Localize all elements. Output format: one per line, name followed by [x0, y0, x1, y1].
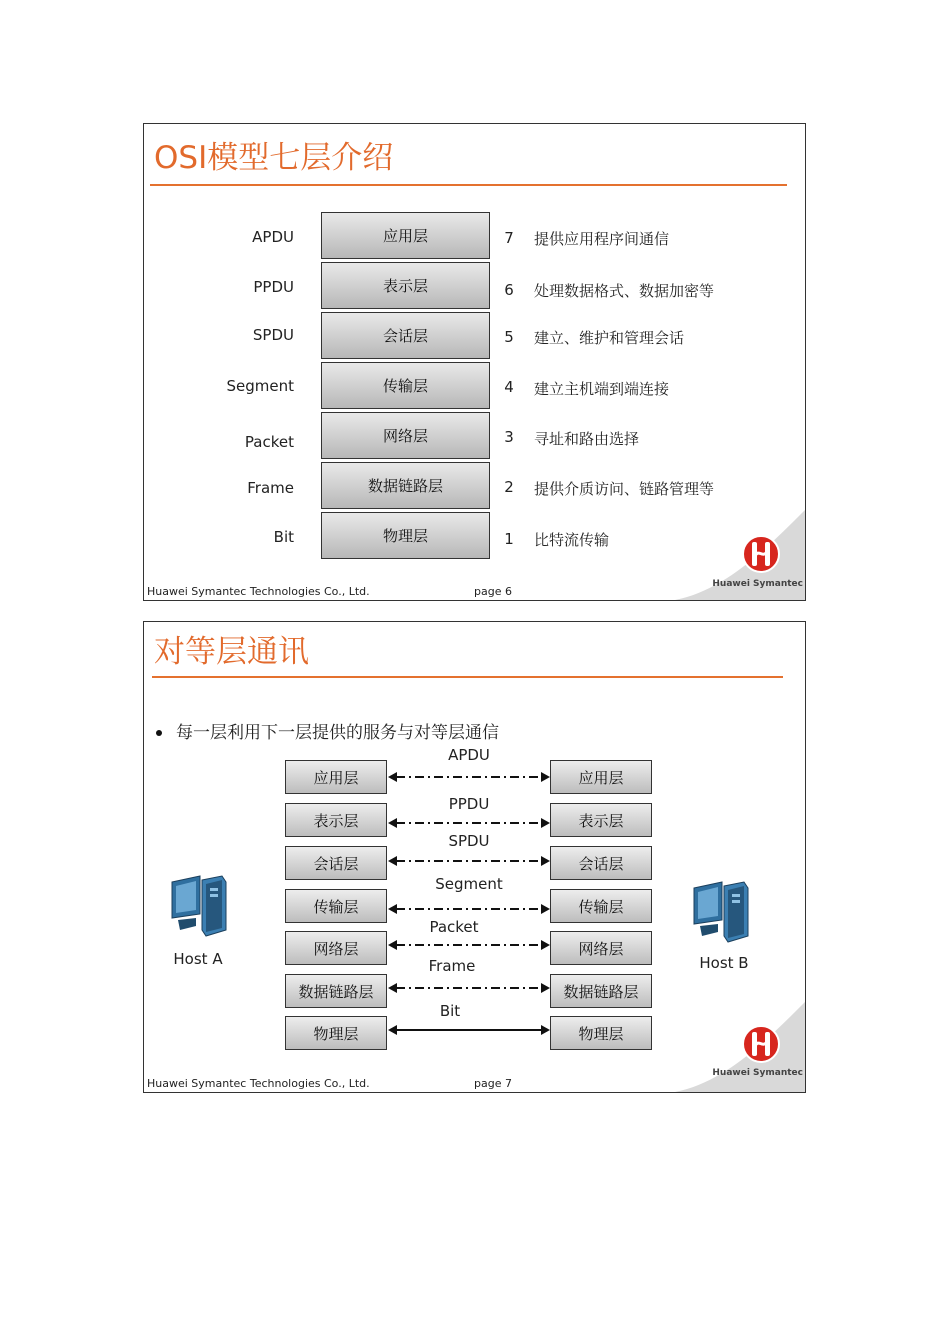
computer-icon — [688, 880, 752, 946]
logo-wordmark: Huawei Symantec — [712, 1068, 803, 1078]
pdu-label: Segment — [226, 377, 294, 395]
host-b-layer-network: 网络层 — [550, 931, 652, 965]
layer-number: 2 — [504, 478, 514, 496]
pdu-label: PPDU — [448, 795, 490, 813]
pdu-label: Frame — [247, 479, 294, 497]
peer-arrow-dashed — [388, 903, 550, 915]
footer-page-number: page 6 — [474, 585, 512, 598]
peer-arrow-dashed — [388, 939, 550, 951]
layer-description: 建立、维护和管理会话 — [534, 329, 685, 347]
footer-company: Huawei Symantec Technologies Co., Ltd. — [147, 1077, 370, 1090]
layer-number: 1 — [504, 530, 514, 548]
host-a-layer-application: 应用层 — [285, 760, 387, 794]
peer-arrow-dashed — [388, 771, 550, 783]
footer-page-number: page 7 — [474, 1077, 512, 1090]
slide-title: 对等层通讯 — [154, 634, 309, 670]
title-divider — [150, 184, 787, 186]
host-a-layer-transport: 传输层 — [285, 889, 387, 923]
layer-number: 4 — [504, 378, 514, 396]
pdu-label: APDU — [252, 228, 294, 246]
layer-description: 建立主机端到端连接 — [534, 380, 670, 398]
peer-arrow-dashed — [388, 817, 550, 829]
layer-box-session: 会话层 — [321, 312, 490, 359]
slide-title: OSI模型七层介绍 — [154, 140, 394, 176]
layer-box-network: 网络层 — [321, 412, 490, 459]
layer-number: 5 — [504, 328, 514, 346]
layer-description: 寻址和路由选择 — [534, 430, 640, 448]
bullet-dot-icon — [156, 730, 162, 736]
pdu-label: Bit — [273, 528, 294, 546]
pdu-label: Bit — [439, 1002, 461, 1020]
layer-box-transport: 传输层 — [321, 362, 490, 409]
layer-description: 提供应用程序间通信 — [534, 230, 670, 248]
layer-box-application: 应用层 — [321, 212, 490, 259]
layer-description: 提供介质访问、链路管理等 — [534, 480, 715, 498]
computer-icon — [166, 874, 230, 940]
host-a-layer-data-link: 数据链路层 — [285, 974, 387, 1008]
layer-box-physical: 物理层 — [321, 512, 490, 559]
pdu-label: Segment — [435, 875, 503, 893]
pdu-label: Packet — [429, 918, 479, 936]
huawei-symantec-logo-icon — [741, 1024, 781, 1064]
peer-arrow-dashed — [388, 855, 550, 867]
pdu-label: SPDU — [448, 832, 490, 850]
physical-link-arrow — [388, 1024, 550, 1036]
host-a-layer-network: 网络层 — [285, 931, 387, 965]
pdu-label: Packet — [244, 433, 294, 451]
pdu-label: PPDU — [253, 278, 294, 296]
bullet-text: 每一层利用下一层提供的服务与对等层通信 — [176, 723, 499, 743]
corner-swoosh — [655, 1002, 805, 1092]
host-b-layer-session: 会话层 — [550, 846, 652, 880]
pdu-label: SPDU — [252, 326, 294, 344]
layer-box-data-link: 数据链路层 — [321, 462, 490, 509]
huawei-symantec-logo-icon — [741, 534, 781, 574]
layer-box-presentation: 表示层 — [321, 262, 490, 309]
host-a-label: Host A — [173, 950, 223, 968]
title-divider — [152, 676, 783, 678]
host-b-label: Host B — [699, 954, 749, 972]
host-a-layer-session: 会话层 — [285, 846, 387, 880]
layer-number: 3 — [504, 428, 514, 446]
layer-number: 7 — [504, 229, 514, 247]
host-a-layer-presentation: 表示层 — [285, 803, 387, 837]
pdu-label: Frame — [428, 957, 476, 975]
slide-peer-layer-communication — [143, 621, 806, 1093]
slide-osi-seven-layers — [143, 123, 806, 601]
peer-arrow-dashed — [388, 982, 550, 994]
host-b-layer-transport: 传输层 — [550, 889, 652, 923]
footer-company: Huawei Symantec Technologies Co., Ltd. — [147, 585, 370, 598]
host-a-layer-physical: 物理层 — [285, 1016, 387, 1050]
pdu-label: APDU — [448, 746, 490, 764]
host-b-layer-presentation: 表示层 — [550, 803, 652, 837]
host-b-layer-application: 应用层 — [550, 760, 652, 794]
logo-wordmark: Huawei Symantec — [712, 579, 803, 589]
layer-description: 比特流传输 — [534, 531, 610, 549]
host-b-layer-physical: 物理层 — [550, 1016, 652, 1050]
layer-description: 处理数据格式、数据加密等 — [534, 282, 715, 300]
host-b-layer-data-link: 数据链路层 — [550, 974, 652, 1008]
layer-number: 6 — [504, 281, 514, 299]
bullet-point — [156, 718, 499, 743]
